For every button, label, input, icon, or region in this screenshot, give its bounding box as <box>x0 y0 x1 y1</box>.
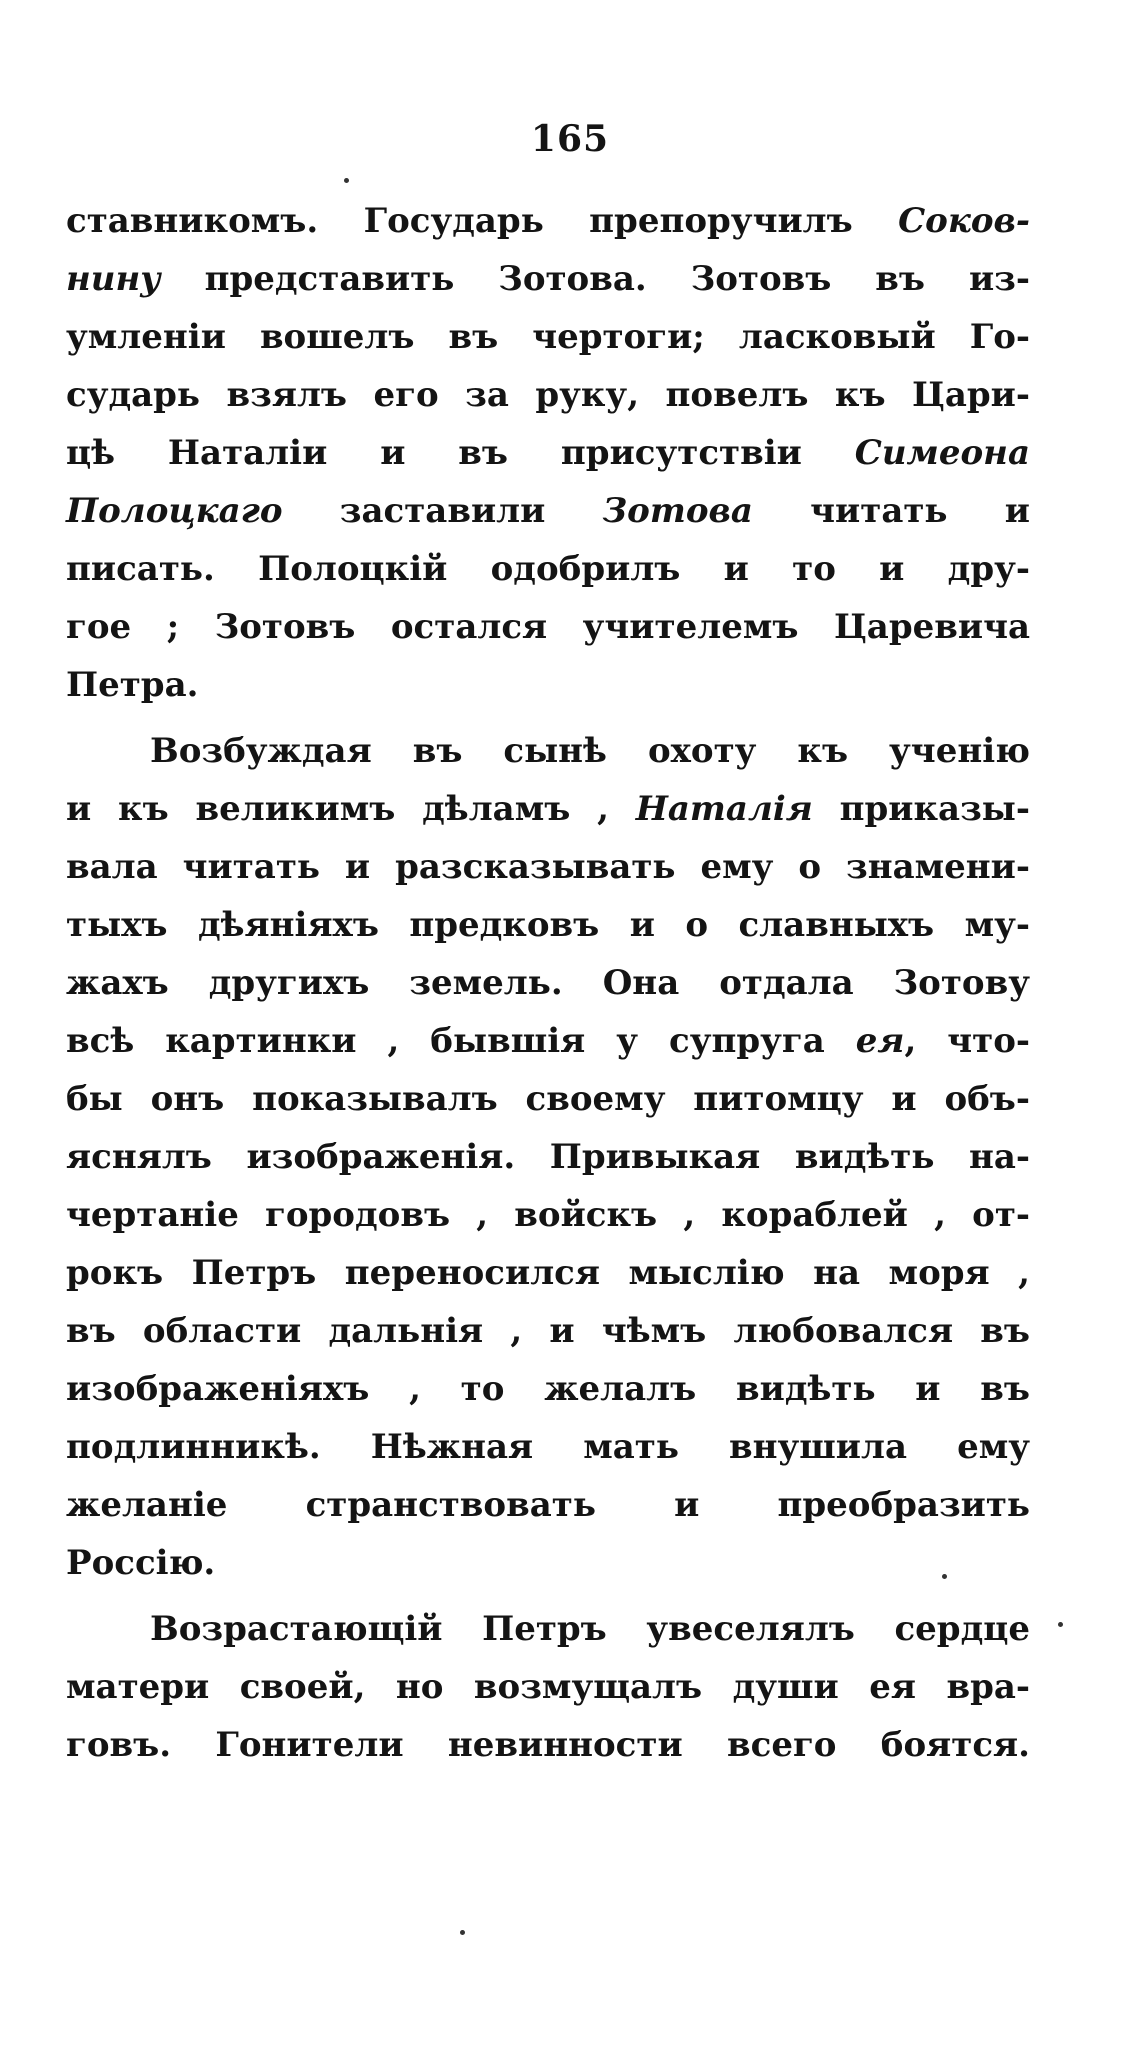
text-line <box>66 656 1030 714</box>
text-run: представить Зотова. Зотовъ въ из- <box>160 259 1030 299</box>
italic-text-run: ея <box>855 1021 905 1061</box>
text-line <box>66 954 1030 1012</box>
italic-text-run: Зотова <box>602 491 753 531</box>
text-line <box>66 1302 1030 1360</box>
ink-speck <box>942 1574 947 1579</box>
text-run: всѣ картинки , бывшія у супруга <box>66 1021 856 1061</box>
text-run: писать. Полоцкій одобрилъ и то и дру- <box>66 549 1030 589</box>
text-line <box>66 1360 1030 1418</box>
text-line <box>66 1012 1030 1070</box>
text-run: жахъ другихъ земель. Она отдала Зотову <box>66 963 1030 1003</box>
page-number: 165 <box>530 118 610 160</box>
text-line <box>66 308 1030 366</box>
text-run: въ области дальнія , и чѣмъ любовался въ <box>66 1311 1030 1351</box>
text-run: изображеніяхъ , то желалъ видѣть и въ <box>66 1369 1030 1409</box>
text-run: матери своей, но возмущалъ души ея вра- <box>66 1667 1030 1707</box>
text-run: цѣ Наталіи и въ присутствіи <box>66 433 855 473</box>
text-line <box>66 1418 1030 1476</box>
text-run: бы онъ показывалъ своему питомцу и объ- <box>66 1079 1030 1119</box>
text-line <box>66 1244 1030 1302</box>
text-line <box>66 838 1030 896</box>
italic-text-run: нину <box>66 259 161 299</box>
text-run: подлинникѣ. Нѣжная мать внушила ему <box>66 1427 1030 1467</box>
text-line <box>66 1600 1030 1658</box>
text-line <box>66 780 1030 838</box>
italic-text-run: Наталія <box>635 789 813 829</box>
italic-text-run: Соков- <box>898 201 1030 241</box>
text-run: вала читать и разсказывать ему о знамени- <box>66 847 1030 887</box>
text-run: Петра. <box>66 665 199 705</box>
text-line <box>66 482 1030 540</box>
text-run: Возрастающій Петръ увеселялъ сердце <box>150 1609 1030 1649</box>
text-run: рокъ Петръ переносился мыслію на моря , <box>66 1253 1030 1293</box>
text-run: сударь взялъ его за руку, повелъ къ Цари- <box>66 375 1030 415</box>
text-line <box>66 1716 1030 1774</box>
text-line <box>66 896 1030 954</box>
text-run: говъ. Гонители невинности всего боятся. <box>66 1725 1030 1765</box>
ink-speck <box>460 1930 465 1935</box>
text-run: Возбуждая въ сынѣ охоту къ ученію <box>150 731 1030 771</box>
text-line <box>66 1128 1030 1186</box>
text-run: яснялъ изображенія. Привыкая видѣть на- <box>66 1137 1030 1177</box>
italic-text-run: Полоцкаго <box>66 491 283 531</box>
italic-text-run: Симеона <box>854 433 1030 473</box>
text-line <box>66 722 1030 780</box>
text-run: приказы- <box>812 789 1030 829</box>
ink-speck <box>344 178 349 183</box>
paragraph-2 <box>66 722 1030 1592</box>
text-line <box>66 1534 1030 1592</box>
text-line <box>66 192 1030 250</box>
text-line <box>66 1070 1030 1128</box>
text-line <box>66 366 1030 424</box>
text-run: желаніе странствовать и преобразить <box>66 1485 1030 1525</box>
paragraph-3 <box>66 1600 1030 1774</box>
text-line <box>66 1476 1030 1534</box>
text-run: тыхъ дѣяніяхъ предковъ и о славныхъ му- <box>66 905 1030 945</box>
text-line <box>66 598 1030 656</box>
text-line <box>66 1186 1030 1244</box>
text-line <box>66 540 1030 598</box>
text-run: , что- <box>904 1021 1030 1061</box>
text-line <box>66 250 1030 308</box>
text-run: Россію. <box>66 1543 216 1583</box>
text-line <box>66 424 1030 482</box>
text-run: читать и <box>752 491 1030 531</box>
text-run: чертаніе городовъ , войскъ , кораблей , от- <box>66 1195 1030 1235</box>
text-run: и къ великимъ дѣламъ , <box>66 789 636 829</box>
ink-speck <box>1058 1622 1063 1627</box>
text-run: умленіи вошелъ въ чертоги; ласковый Го- <box>66 317 1030 357</box>
text-line <box>66 1658 1030 1716</box>
text-run: гое ; Зотовъ остался учителемъ Царевича <box>66 607 1030 647</box>
text-run: ставникомъ. Государь препоручилъ <box>66 201 899 241</box>
text-run: заставили <box>282 491 603 531</box>
paragraph-1 <box>66 192 1030 714</box>
